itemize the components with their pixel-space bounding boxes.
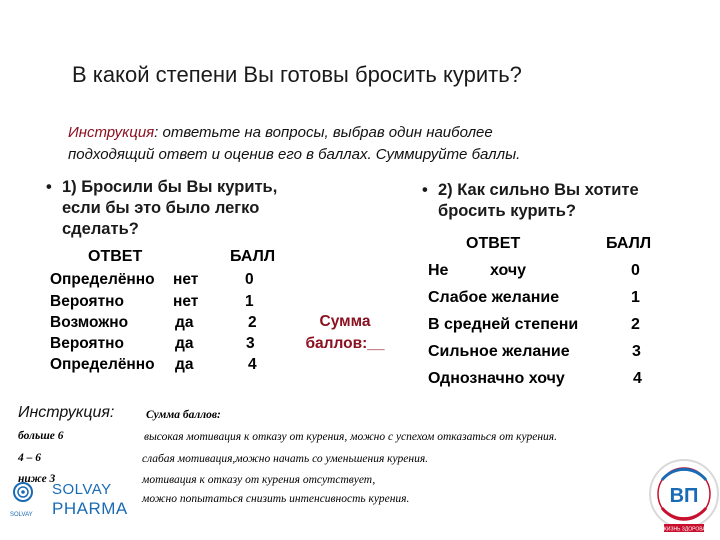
q2-answer-header: ОТВЕТ — [466, 235, 521, 252]
scoring-sublabel: Сумма баллов: — [146, 409, 221, 421]
q1-option-b: да — [175, 314, 194, 331]
bullet: • — [46, 178, 52, 196]
q1-option-b: да — [175, 356, 194, 373]
seal-logo-icon — [640, 450, 720, 540]
q2-option-b: хочу — [490, 262, 527, 279]
q1-option-score: 1 — [245, 293, 254, 310]
q1-option-a: Определённо — [50, 271, 155, 288]
q2-option-score: 4 — [633, 370, 642, 387]
q1-option-b: нет — [173, 293, 199, 310]
solvay-logo-top: SOLVAY — [52, 481, 112, 498]
solvay-mark-icon — [12, 480, 34, 510]
question-1-line: сделать? — [62, 220, 139, 238]
scoring-range: ниже 3 — [18, 473, 56, 485]
solvay-pharma-logo — [10, 478, 130, 522]
q2-option-a: Однозначно хочу — [428, 370, 565, 387]
q2-option-a: Сильное желание — [428, 343, 570, 360]
scoring-text: слабая мотивация,можно начать со уменьшения курения. — [142, 453, 429, 465]
instruction-line-1 — [68, 124, 493, 141]
q1-option-a: Возможно — [50, 314, 129, 331]
scoring-range: 4 – 6 — [18, 452, 41, 464]
sum-field: баллов:__ — [305, 335, 385, 352]
seal-caption: ЖИЗНЬ ЗДОРОВА — [662, 526, 706, 533]
q2-option-a: В средней степени — [428, 316, 579, 333]
q1-option-score: 0 — [245, 271, 254, 288]
q1-option-score: 3 — [246, 335, 255, 352]
page-title: В какой степени Вы готовы бросить курить? — [72, 62, 522, 87]
q2-option-a: Слабое желание — [428, 289, 560, 306]
question-1-line: 1) Бросили бы Вы курить, — [62, 178, 278, 196]
q1-option-a: Вероятно — [50, 335, 125, 352]
sum-box — [290, 311, 400, 355]
scoring-label: Инструкция: — [18, 404, 115, 421]
solvay-logo-bottom: PHARMA — [52, 499, 128, 518]
question-2-line: бросить курить? — [438, 202, 577, 220]
q2-option-score: 3 — [632, 343, 641, 360]
q1-score-header: БАЛЛ — [230, 248, 276, 265]
solvay-logo-small: SOLVAY — [10, 512, 33, 518]
q1-answer-header: ОТВЕТ — [88, 248, 143, 265]
seal-initials: ВП — [669, 485, 699, 507]
scoring-text: мотивация к отказу от курения отсутствует, — [142, 474, 376, 486]
q2-option-a: Не — [428, 262, 449, 279]
question-2 — [422, 180, 639, 222]
q2-option-score: 2 — [631, 316, 640, 333]
bullet: • — [422, 181, 428, 199]
instruction-text-1: : ответьте на вопросы, выбрав один наиболее — [154, 124, 493, 141]
instruction-label: Инструкция — [68, 124, 155, 141]
question-1-line: если бы это было легко — [62, 199, 260, 217]
q1-option-b: да — [175, 335, 194, 352]
question-2-line: 2) Как сильно Вы хотите — [438, 181, 639, 199]
instruction-line-2: подходящий ответ и оценив его в баллах. Суммируйте баллы. — [68, 146, 521, 163]
q1-option-score: 4 — [248, 356, 257, 373]
scoring-range: больше 6 — [18, 430, 64, 442]
q1-option-score: 2 — [248, 314, 257, 331]
q1-option-a: Определённо — [50, 356, 155, 373]
q2-option-score: 0 — [631, 262, 640, 279]
q2-option-score: 1 — [631, 289, 640, 306]
q2-score-header: БАЛЛ — [606, 235, 652, 252]
question-1 — [46, 177, 278, 240]
q1-option-b: нет — [173, 271, 199, 288]
scoring-text: можно попытаться снизить интенсивность курения. — [142, 493, 410, 505]
sum-label: Сумма — [319, 313, 371, 330]
q1-option-a: Вероятно — [50, 293, 125, 310]
scoring-text: высокая мотивация к отказу от курения, можно с успехом отказаться от курения. — [144, 431, 558, 443]
